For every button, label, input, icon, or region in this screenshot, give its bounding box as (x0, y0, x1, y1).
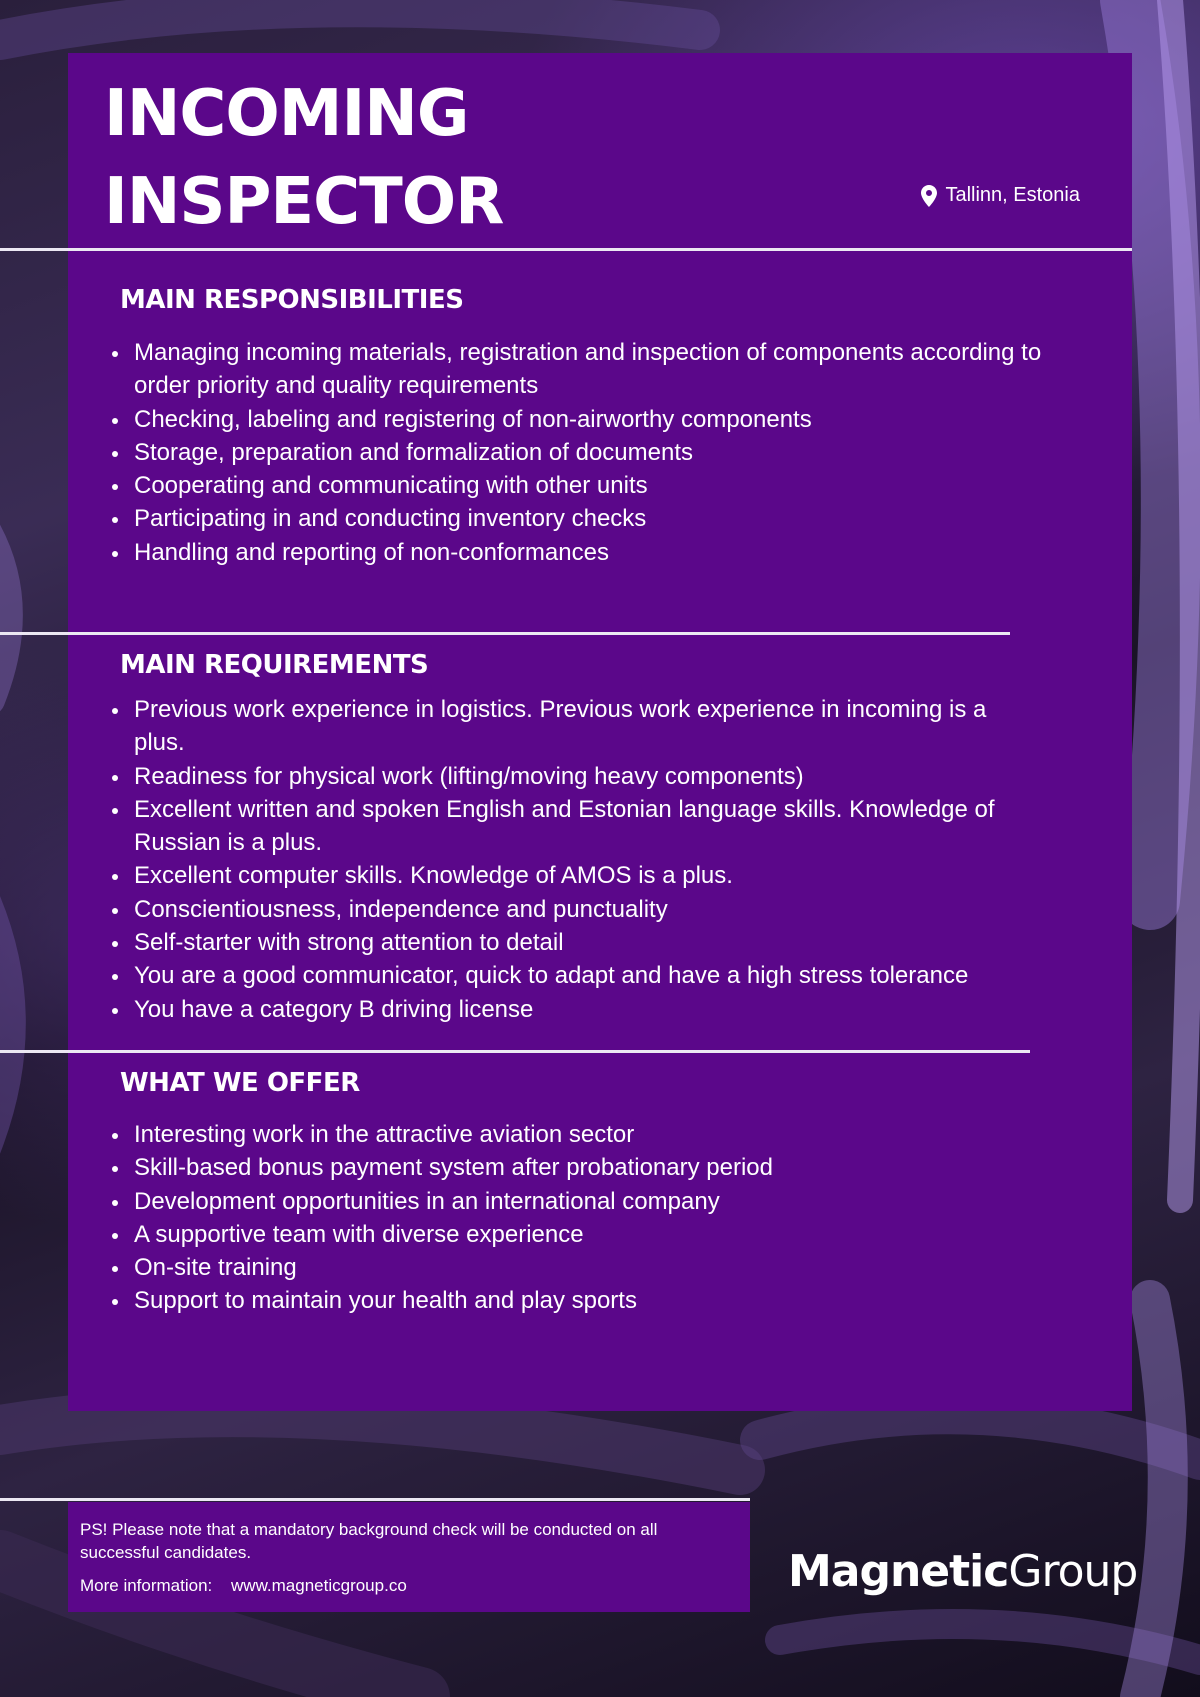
list-item: Storage, preparation and formalization of documents (112, 436, 1042, 469)
list-item: Handling and reporting of non-conformances (112, 536, 1042, 569)
list-item: You are a good communicator, quick to adapt and have a high stress tolerance (112, 959, 1042, 992)
magnetic-group-logo (788, 1546, 1137, 1597)
more-information (80, 1574, 738, 1597)
job-title-line2: INSPECTOR (104, 165, 504, 239)
list-item: Excellent computer skills. Knowledge of AMOS is a plus. (112, 859, 1042, 892)
requirements-list (112, 693, 1042, 1026)
job-location (921, 184, 1080, 207)
list-item: Support to maintain your health and play sports (112, 1284, 1042, 1317)
website-link[interactable]: www.magneticgroup.co (231, 1576, 407, 1595)
list-item: Readiness for physical work (lifting/moving heavy components) (112, 760, 1042, 793)
logo-bold-text: Magnetic (788, 1546, 1009, 1597)
list-item: Participating in and conducting inventory checks (112, 502, 1042, 535)
requirements-heading: MAIN REQUIREMENTS (120, 650, 429, 680)
list-item: Excellent written and spoken English and Estonian language skills. Knowledge of Russian is a plus. (112, 793, 1042, 860)
background-check-note: PS! Please note that a mandatory background check will be conducted on all successful candidates. (80, 1520, 658, 1562)
location-text: Tallinn, Estonia (945, 184, 1080, 206)
list-item: You have a category B driving license (112, 993, 1042, 1026)
footer-note-box (68, 1502, 750, 1612)
offer-heading: WHAT WE OFFER (120, 1068, 360, 1098)
list-item: Cooperating and communicating with other units (112, 469, 1042, 502)
list-item: Self-starter with strong attention to detail (112, 926, 1042, 959)
list-item: Conscientiousness, independence and punctuality (112, 893, 1042, 926)
list-item: Previous work experience in logistics. Previous work experience in incoming is a plus. (112, 693, 1042, 760)
list-item: Interesting work in the attractive aviation sector (112, 1118, 1042, 1151)
list-item: A supportive team with diverse experience (112, 1218, 1042, 1251)
job-title (104, 70, 503, 246)
divider-header (0, 248, 1132, 251)
list-item: Managing incoming materials, registration and inspection of components according to order priority and quality requirements (112, 336, 1042, 403)
map-pin-icon (921, 185, 937, 207)
divider-responsibilities (0, 632, 1010, 635)
list-item: Checking, labeling and registering of non-airworthy components (112, 403, 1042, 436)
responsibilities-list (112, 336, 1042, 569)
job-title-line1: INCOMING (104, 77, 469, 151)
divider-footer (0, 1498, 750, 1501)
divider-requirements (0, 1050, 1030, 1053)
responsibilities-heading: MAIN RESPONSIBILITIES (120, 285, 464, 315)
list-item: Skill-based bonus payment system after probationary period (112, 1151, 1042, 1184)
offer-list (112, 1118, 1042, 1318)
more-info-label: More information: (80, 1576, 213, 1595)
list-item: On-site training (112, 1251, 1042, 1284)
list-item: Development opportunities in an international company (112, 1185, 1042, 1218)
logo-light-text: Group (1008, 1546, 1138, 1597)
